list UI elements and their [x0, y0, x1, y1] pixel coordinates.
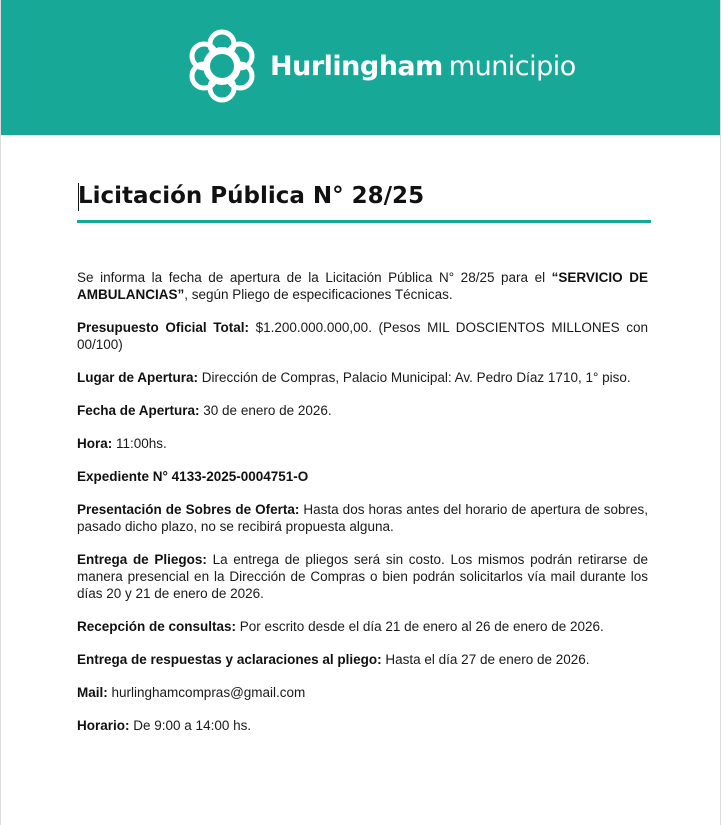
intro-paragraph [77, 269, 648, 303]
title-divider [77, 220, 651, 223]
field-inquiries [77, 618, 648, 635]
flower-logo-icon [189, 28, 255, 104]
field-label: Hora: [77, 436, 113, 451]
field-label: Entrega de respuestas y aclaraciones al pliego: [77, 652, 382, 667]
field-label: Horario: [77, 718, 130, 733]
field-value: Hasta el día 27 de enero de 2026. [381, 652, 590, 667]
document-body [77, 269, 648, 750]
field-value: 30 de enero de 2026. [199, 403, 332, 418]
field-tender-delivery [77, 551, 648, 602]
field-responses [77, 651, 648, 668]
field-label: Mail: [77, 685, 108, 700]
field-value: Por escrito desde el día 21 de enero al 26 de enero de 2026. [236, 619, 604, 634]
field-opening-date [77, 402, 648, 419]
intro-suffix: , según Pliego de especificaciones Técnicas. [184, 287, 453, 302]
logo-brand-text: Hurlingham [270, 50, 443, 82]
field-label: Lugar de Apertura: [77, 370, 199, 385]
field-label: Presentación de Sobres de Oferta: [77, 502, 300, 517]
field-schedule [77, 717, 648, 734]
field-value: $1.200.000.000,00. (Pesos MIL DOSCIENTOS MILLONES con 00/100) [77, 320, 649, 352]
field-label: Entrega de Pliegos: [77, 552, 207, 567]
logo-sub-text: municipio [448, 50, 576, 82]
field-label: Recepción de consultas: [77, 619, 237, 634]
field-file-number [77, 468, 648, 485]
field-offer-submission [77, 501, 648, 535]
field-value: De 9:00 a 14:00 hs. [129, 718, 252, 733]
field-label: Fecha de Apertura: [77, 403, 200, 418]
document-title: Licitación Pública N° 28/25 [78, 183, 425, 209]
field-label: Expediente N° 4133-2025-0004751-O [77, 469, 309, 484]
field-budget [77, 319, 648, 353]
field-mail [77, 684, 648, 701]
field-value: hurlinghamcompras@gmail.com [107, 685, 306, 700]
field-value: 11:00hs. [112, 436, 167, 451]
intro-text: Se informa la fecha de apertura de la Licitación Pública N° 28/25 para el [77, 270, 552, 285]
field-opening-place [77, 369, 648, 386]
header-banner [1, 0, 720, 135]
logo-wordmark [270, 50, 576, 82]
intro-service-name: “SERVICIO DE AMBULANCIAS” [77, 270, 648, 302]
field-value: Hasta dos horas antes del horario de apertura de sobres, pasado dicho plazo, no se recibirá propuesta alguna. [77, 502, 648, 534]
field-value: Dirección de Compras, Palacio Municipal: Av. Pedro Díaz 1710, 1° piso. [198, 370, 631, 385]
field-time [77, 435, 648, 452]
municipio-logo [189, 28, 576, 104]
field-label: Presupuesto Oficial Total: [77, 320, 249, 335]
field-value: La entrega de pliegos será sin costo. Los mismos podrán retirarse de manera presencial en la Dirección de Compras o bien podrán solicitarlos vía mail durante los días 20 y 21 de enero de 2026. [77, 552, 648, 601]
